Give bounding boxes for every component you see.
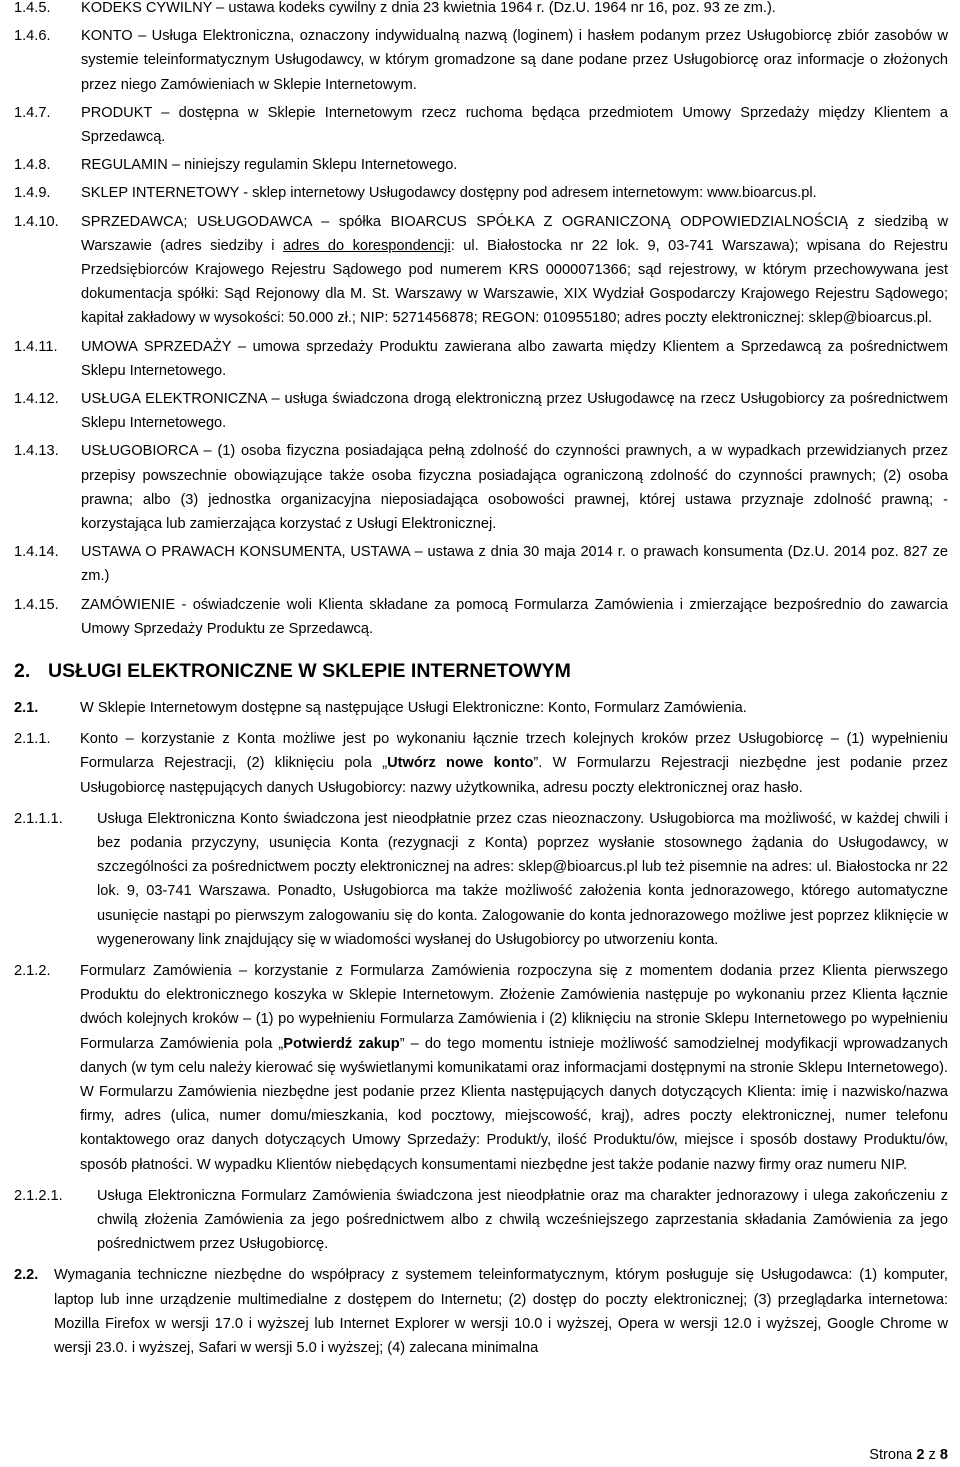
definition-text: PRODUKT – dostępna w Sklepie Internetowym rzecz ruchoma będąca przedmiotem Umowy Sprzedaży między Klientem a Sprzedawcą. — [81, 104, 948, 146]
definition-number: 1.4.12. — [14, 391, 59, 408]
page-footer — [869, 1446, 948, 1464]
definition-number: 1.4.15. — [14, 596, 59, 613]
definition-text: SKLEP INTERNETOWY - sklep internetowy Usługodawcy dostępny pod adresem internetowym: www.bioarcus.pl. — [81, 185, 817, 202]
section-2 — [14, 657, 948, 1360]
definition-item — [14, 181, 948, 205]
definition-text: KODEKS CYWILNY – ustawa kodeks cywilny z dnia 23 kwietnia 1964 r. (Dz.U. 1964 nr 16, poz. 93 ze zm.). — [81, 0, 776, 16]
definition-item — [14, 0, 948, 20]
definition-text: KONTO – Usługa Elektroniczna, oznaczony indywidualną nazwą (loginem) i hasłem podanym przez Usługobiorcę zbiór zasobów w systemie teleinformatycznym Usługodawcy, w którym gromadzone są dane podane przez Usługobiorcę oraz informacje o złożonych przez niego Zamówieniach w Sklepie Internetowym. — [81, 28, 948, 93]
clause-text: W Sklepie Internetowym dostępne są następujące Usługi Elektroniczne: Konto, Formularz Zamówienia. — [80, 700, 747, 716]
definitions-list — [14, 0, 948, 641]
clause-2-2 — [14, 1263, 948, 1360]
clause-text-cont: ”. W Formularzu Rejestracji niezbędne jest podanie przez Usługobiorcę następujących danych Usługobiorcy: nazwy użytkownika, adresu poczty elektronicznej oraz hasło. — [80, 755, 948, 796]
total-pages: 8 — [939, 1447, 948, 1463]
definition-item — [14, 335, 948, 383]
definition-number: 1.4.11. — [14, 338, 58, 355]
definition-text: ZAMÓWIENIE - oświadczenie woli Klienta składane za pomocą Formularza Zamówienia i zmierzające bezpośrednio do zawarcia Umowy Sprzedaży Produktu ze Sprzedawcą. — [81, 596, 948, 637]
clause-number: 2.1.2.1. — [14, 1187, 63, 1204]
clause-number: 2.1. — [14, 700, 39, 716]
clause-2-1-1 — [14, 727, 948, 800]
definition-number: 1.4.9. — [14, 185, 51, 202]
definition-number: 1.4.8. — [14, 157, 51, 174]
clause-number: 2.2. — [14, 1267, 39, 1284]
definition-text: USŁUGA ELEKTRONICZNA – usługa świadczona drogą elektroniczną przez Usługodawcę na rzecz Usługobiorcy za pośrednictwem Sklepu Internetowego. — [81, 391, 948, 432]
definition-number: 1.4.13. — [14, 443, 59, 460]
definition-text: SPRZEDAWCA; USŁUGODAWCA – spółka BIOARCUS SPÓŁKA Z OGRANICZONĄ ODPOWIEDZIALNOŚCIĄ z siedzibą w Warszawie (adres siedziby i — [81, 213, 948, 254]
clause-text-cont: ” – do tego momentu istnieje możliwość samodzielnej modyfikacji wprowadzanych danych (w tym celu należy kierować się wyświetlanymi komunikatami oraz informacjami dostępnymi na stronie Sklepu Internetowego). W Formularzu Zamówienia niezbędne jest podanie przez Klienta następujących danych dotyczących Klienta: imię i nazwisko/nazwa firmy, adres (ulica, numer domu/mieszkania, kod pocztowy, miejscowość, kraj), adres poczty elektronicznej, numer telefonu kontaktowego oraz danych dotyczących Umowy Sprzedaży: Produkt/y, ilość Produktu/ów, miejsce i sposób dostawy Produktu/ów, sposób płatności. W wypadku Klientów niebędących konsumentami niezbędne jest także podanie nazwy firmy oraz numeru NIP. — [80, 1035, 948, 1173]
clause-text: Usługa Elektroniczna Konto świadczona jest nieodpłatnie przez czas nieoznaczony. Usługobiorca ma możliwość, w każdej chwili i bez podania przyczyny, usunięcia Konta (rezygnacji z Konta) poprzez wysłanie stosownego żądania do Usługodawcy, w szczególności za pośrednictwem poczty elektronicznej na adres: sklep@bioarcus.pl lub też pisemnie na adres: ul. Białostocka nr 22 lok. 9, 03-741 Warszawa. Ponadto, Usługobiorca ma także możliwość założenia konta jednorazowego, którego automatyczne usunięcie nastąpi po pierwszym zalogowaniu się do konta. Zalogowanie do konta jednorazowego możliwe jest poprzez kliknięcie w wygenerowany link znajdujący się w wiadomości wysłanej do Usługobiorcy po utworzeniu konta. — [97, 810, 948, 948]
definition-text: UMOWA SPRZEDAŻY – umowa sprzedaży Produktu zawierana albo zawarta między Klientem a Sprzedawcą za pośrednictwem Sklepu Internetowego. — [81, 338, 948, 379]
current-page: 2 — [916, 1447, 925, 1463]
definition-item — [14, 210, 948, 331]
footer-sep: z — [928, 1447, 936, 1463]
create-account-label: Utwórz nowe konto — [387, 755, 534, 772]
section-title: USŁUGI ELEKTRONICZNE W SKLEPIE INTERNETOWYM — [48, 660, 571, 682]
section-heading — [14, 657, 948, 685]
clause-2-1 — [14, 696, 948, 720]
definition-item — [14, 439, 948, 536]
definition-text: REGULAMIN – niniejszy regulamin Sklepu Internetowego. — [81, 157, 458, 174]
footer-label: Strona — [869, 1447, 913, 1463]
definition-text: USŁUGOBIORCA – (1) osoba fizyczna posiadająca pełną zdolność do czynności prawnych, a w wypadkach przewidzianych przez przepisy powszechnie obowiązujące także osoba fizyczna posiadająca ograniczoną zdolność do czynności prawnych; (2) osoba prawna; albo (3) jednostka organizacyjna nieposiadająca osobowości prawnej, której ustawa przyznaje zdolność prawną; - korzystająca lub zamierzająca korzystać z Usługi Elektronicznej. — [81, 443, 948, 533]
clause-number: 2.1.1. — [14, 731, 51, 748]
clause-text: Usługa Elektroniczna Formularz Zamówienia świadczona jest nieodpłatnie oraz ma charakter jednorazowy i ulega zakończeniu z chwilą złożenia Zamówienia za jego pośrednictwem albo z chwilą wcześniejszego zaprzestania składania Zamówienia za jego pośrednictwem przez Usługobiorcę. — [97, 1187, 948, 1253]
definition-item — [14, 387, 948, 435]
clause-2-1-1-1 — [14, 807, 948, 952]
definition-text-cont: : ul. Białostocka nr 22 lok. 9, 03-741 Warszawa); wpisana do Rejestru Przedsiębiorców Krajowego Rejestru Sądowego pod numerem KRS 0000071366; sąd rejestrowy, w którym przechowywana jest dokumentacja spółki: Sąd Rejonowy dla M. St. Warszawy w Warszawie, XIX Wydział Gospodarczy Krajowego Rejestru Sądowego; kapitał zakładowy w wysokości: 50.000 zł.; NIP: 5271456878; REGON: 010955180; adres poczty elektronicznej: sklep@bioarcus.pl. — [81, 237, 948, 327]
definition-item — [14, 593, 948, 641]
definition-number: 1.4.5. — [14, 0, 51, 16]
definition-text: USTAWA O PRAWACH KONSUMENTA, USTAWA – ustawa z dnia 30 maja 2014 r. o prawach konsumenta (Dz.U. 2014 poz. 827 ze zm.) — [81, 544, 948, 585]
confirm-purchase-label: Potwierdź zakup — [283, 1035, 400, 1052]
clause-number: 2.1.2. — [14, 963, 51, 980]
definition-number: 1.4.6. — [14, 28, 51, 45]
clause-2-1-2-1 — [14, 1184, 948, 1257]
clause-text: Formularz Zamówienia – korzystanie z Formularza Zamówienia rozpoczyna się z momentem dodania przez Klienta pierwszego Produktu do elektronicznego koszyka w Sklepie Internetowym. Złożenie Zamówienia następuje po wykonaniu przez Klienta łącznie dwóch kolejnych kroków – (1) po wypełnieniu Formularza Zamówienia i (2) kliknięciu na stronie Sklepu Internetowego po wypełnieniu Formularza Zamówienia pola „ — [80, 963, 948, 1052]
section-number: 2. — [14, 660, 31, 682]
clause-text: Konto – korzystanie z Konta możliwe jest po wykonaniu łącznie trzech kolejnych kroków przez Usługobiorcę – (1) wypełnieniu Formularza Rejestracji, (2) kliknięciu pola „ — [80, 731, 948, 772]
definition-number: 1.4.7. — [14, 104, 51, 121]
definition-number: 1.4.10. — [14, 213, 59, 230]
definition-item — [14, 540, 948, 588]
clause-number: 2.1.1.1. — [14, 810, 63, 827]
correspondence-address-link[interactable]: adres do korespondencji — [282, 237, 451, 254]
definition-item — [14, 153, 948, 177]
definition-item — [14, 24, 948, 97]
definition-item — [14, 101, 948, 149]
definition-number: 1.4.14. — [14, 544, 59, 561]
clause-2-1-2 — [14, 959, 948, 1177]
clause-text: Wymagania techniczne niezbędne do współpracy z systemem teleinformatycznym, którym posługuje się Usługodawca: (1) komputer, laptop lub inne urządzenie multimedialne z dostępem do Internetu; (2) dostęp do poczty elektronicznej; (3) przeglądarka internetowa: Mozilla Firefox w wersji 17.0 i wyższej lub Internet Explorer w wersji 10.0 i wyższej, Opera w wersji 12.0 i wyższej, Google Chrome w wersji 23.0. i wyższej, Safari w wersji 5.0 i wyższej; (4) zalecana minimalna — [54, 1267, 948, 1357]
